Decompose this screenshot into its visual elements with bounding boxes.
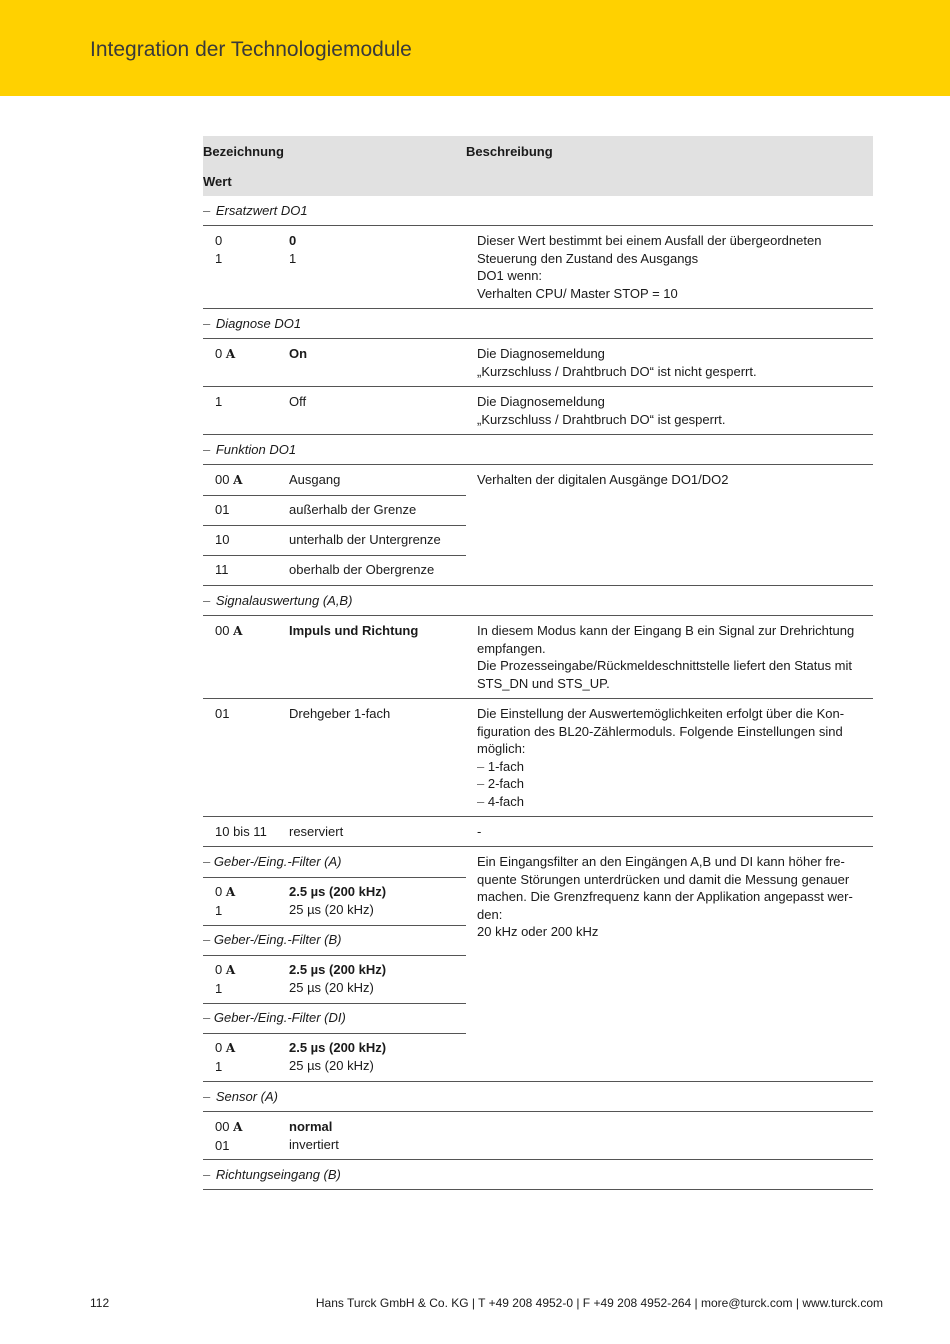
section-funktion: – Funktion DO1 xyxy=(203,435,873,465)
filter-group: – Geber-/Eing.-Filter (A) 0 A 1 2.5 µs (200 kHz) 25 µs (20 kHz) – Geber-/Eing.-Filter (B) 0 A 1 2.5 µs (200 kHz) 25 µs (20 kHz) – Geber-/Eing.-Filter (DI) 0 A 1 2.5 µs (200 kHz) 25 µs (20 kHz) Ein Eingangsfilter an den Eingängen A,B und DI kann höher fre- quente Störungen unterdrücken und damit die Messung genauer machen. Die Grenzfrequenz kann der Applikation angepasst wer- den: 20 kHz oder 200 kHz xyxy=(203,847,873,1082)
table-row: 00 A Impuls und Richtung In diesem Modus kann der Eingang B ein Signal zur Drehrichtung empfangen. Die Prozesseingabe/Rückmeldeschnittstelle liefert den Status mit STS_DN und STS_UP. xyxy=(203,616,873,699)
table-row: 1 Off Die Diagnosemeldung „Kurzschluss / Drahtbruch DO“ ist gesperrt. xyxy=(203,387,873,435)
table-header xyxy=(203,136,873,196)
default-mark: A xyxy=(233,624,243,638)
page-title: Integration der Technologiemodule xyxy=(90,38,412,61)
default-mark: A xyxy=(233,473,243,487)
table-row: 01 Drehgeber 1-fach Die Einstellung der Auswertemöglichkeiten erfolgt über die Kon- figuration des BL20-Zählermoduls. Folgende Einstellungen sind möglich: – 1-fach – 2-fach – 4-fach xyxy=(203,699,873,817)
page-header xyxy=(0,0,950,96)
default-mark: A xyxy=(225,347,236,361)
page-number: 112 xyxy=(90,1296,110,1310)
section-richtungseingang: – Richtungseingang (B) xyxy=(203,1160,873,1190)
table-row: 00 A 01 normal invertiert xyxy=(203,1112,873,1160)
col-beschreibung: Beschreibung xyxy=(466,144,553,159)
parameter-table xyxy=(203,136,873,1190)
table-row-group: 00 A Ausgang 01 außerhalb der Grenze 10 unterhalb der Untergrenze 11 oberhalb der Obergrenze Verhalten der digitalen Ausgänge DO1/DO2 xyxy=(203,465,873,586)
table-row: 0 A On Die Diagnosemeldung „Kurzschluss / Drahtbruch DO“ ist nicht gesperrt. xyxy=(203,339,873,387)
col-bezeichnung: Bezeichnung xyxy=(203,144,284,159)
section-sensor: – Sensor (A) xyxy=(203,1082,873,1112)
table-row: 0 1 0 1 Dieser Wert bestimmt bei einem Ausfall der übergeordneten Steuerung den Zustand des Ausgangs DO1 wenn: Verhalten CPU/ Master STOP = 10 xyxy=(203,226,873,309)
section-diagnose: – Diagnose DO1 xyxy=(203,309,873,339)
section-ersatzwert: – Ersatzwert DO1 xyxy=(203,196,873,226)
col-wert: Wert xyxy=(203,174,232,189)
table-row: 10 bis 11 reserviert - xyxy=(203,817,873,847)
section-signalauswertung: – Signalauswertung (A,B) xyxy=(203,586,873,616)
footer-company: Hans Turck GmbH & Co. KG | T +49 208 4952-0 | F +49 208 4952-264 | more@turck.com | www.turck.com xyxy=(315,1296,883,1310)
